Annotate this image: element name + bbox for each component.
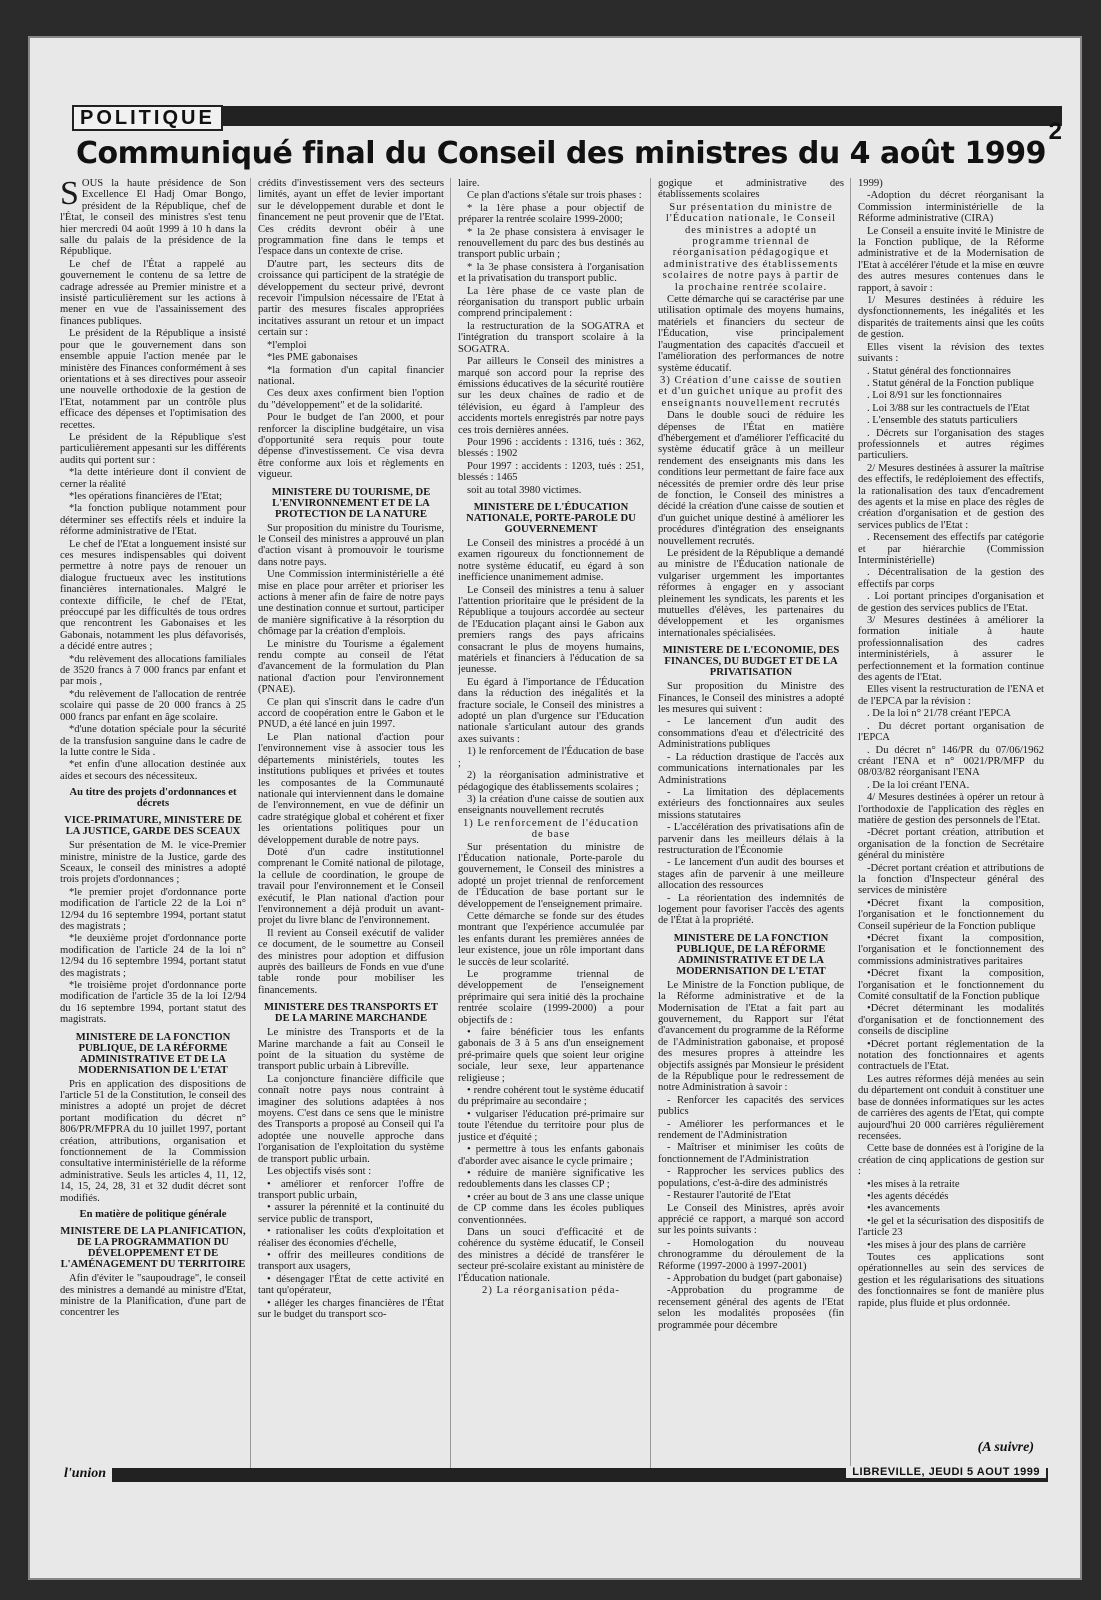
paragraph: Sur présentation du ministre de l'Éducation nationale, Porte-parole du gouvernement, le Conseil des ministres a adopté un projet triennal de renforcement de l'Éducation de base portant sur le développement de l'enseignement primaire. — [458, 841, 644, 910]
column-2 — [258, 178, 444, 1458]
paragraph: • réduire de manière significative les redoublements dans les classes CP ; — [458, 1167, 644, 1191]
paragraph: laire. — [458, 178, 480, 189]
paragraph: • offrir des meilleures conditions de transport aux usagers, — [258, 1249, 444, 1273]
paragraph: - Rapprocher les services publics des populations, c'est-à-dire des administrés — [658, 1166, 844, 1189]
paragraph: la restructuration de la SOGATRA et l'intégration du transport scolaire à la SOGATRA. — [458, 320, 644, 355]
paragraph: - Restaurer l'autorité de l'Etat — [667, 1190, 791, 1202]
section-bar — [72, 106, 1062, 129]
paragraph: Afin d'éviter le "saupoudrage", le conseil des ministres a demandé au ministre d'Etat, ministre de la Planification, d'une part de concentrer les — [60, 1273, 246, 1319]
paragraph: Toutes ces applications sont opérationnelles au sein des services de gestion et les régularisations des situations des fonctionnaires se font de manière plus rapide, plus fluide et plus ordonnée. — [858, 1251, 1044, 1309]
paragraph: 4/ Mesures destinées à opérer un retour à l'orthodoxie de l'application des règles en matière de gestion des personnels de l'Etat. — [858, 792, 1044, 826]
paragraph: . Loi 8/91 sur les fonctionnaires — [867, 390, 1002, 402]
paragraph: -Adoption du décret réorganisant la Commission interministérielle de la Réforme administrative (CIRA) — [858, 190, 1044, 225]
column-5 — [858, 178, 1044, 1458]
paragraph: Cette démarche qui se caractérise par une utilisation optimale des moyens humains, matériels et financiers du secteur de l'Éducation, vise principalement l'augmentation des capacités d'accueil et l'amélioration des performances de notre système éducatif. — [658, 294, 844, 374]
column-divider — [850, 178, 851, 1468]
paragraph: Le Conseil des Ministres, après avoir apprécié ce rapport, a marqué son accord sur les points suivants : — [658, 1202, 844, 1237]
paragraph: gogique et administrative des établissements scolaires — [658, 178, 844, 201]
ministry-heading: MINISTERE DE LA FONCTION PUBLIQUE, DE LA RÉFORME ADMINISTRATIVE ET DE LA MODERNISATION DE L'ETAT — [673, 932, 829, 977]
paragraph: -Décret portant création, attribution et organisation de la fonction de Secrétaire général du ministère — [858, 827, 1044, 862]
paragraph: - Homologation du nouveau chronogramme du déroulement de la Réforme (1997-2000 à 1997-2001) — [658, 1237, 844, 1272]
paragraph: Pour 1997 : accidents : 1203, tués : 251, blessés : 1465 — [458, 460, 644, 484]
paragraph: Le chef de l'État a rappelé au gouvernement le contenu de sa lettre de cadrage adressée au Premier ministre et a insisté particulièrement sur les actions à mener en vue de l'assainissement des finances publiques. — [60, 258, 246, 327]
paragraph: 3) Création d'une caisse de soutien et d'un guichet unique au profit des enseignants nouvellement recrutés — [658, 374, 844, 409]
paragraph: * la 1ère phase a pour objectif de préparer la rentrée scolaire 1999-2000; — [458, 202, 644, 226]
paragraph: • permettre à tous les enfants gabonais d'aborder avec aisance le cycle primaire ; — [458, 1144, 644, 1167]
paragraph: - Le lancement d'un audit des bourses et stages afin de parvenir à une meilleure allocation des ressources — [658, 857, 844, 892]
paragraph: - La réduction drastique de l'accès aux communications internationales par les Administrations — [658, 751, 844, 786]
paragraph: Le président de la République s'est particulièrement appesanti sur les différents audits qui portent sur : — [60, 431, 246, 466]
paragraph: La 1ère phase de ce vaste plan de réorganisation du transport public urbain comprend principalement : — [458, 285, 644, 320]
paragraph: -Approbation du programme de recensement général des agents de l'Etat selon les modalités proposées (fin programmée pour décembre — [658, 1285, 844, 1331]
paragraph: •Décret fixant la composition, l'organisation et le fonctionnement des commissions administratives paritaires — [858, 933, 1044, 967]
paragraph: Pour le budget de l'an 2000, et pour renforcer la discipline budgétaire, un visa d'opportunité sera requis pour toute dépense d'investissement. Ce visa devra être conforme aux lois et règlements en vigueur. — [258, 412, 444, 481]
paragraph: Par ailleurs le Conseil des ministres a marqué son accord pour la reprise des émissions éducatives de la sécurité routière sur les deux chaînes de radio et de télévision, eu égard à l'ampleur des accidents mortels enregistrés par notre pays ces trois dernières années. — [458, 356, 644, 436]
paragraph: D'autre part, les secteurs dits de croissance qui participent de la stratégie de développement du secteur privé, devront recevoir l'impulsion nécessaire de l'Etat à partir des mesures fiscales appropriées incitatives assurant un retour et un impact certain sur : — [258, 258, 444, 339]
paragraph: La conjoncture financière difficile que connaît notre pays nous contraint à imaginer des solutions adaptées à nos moyens. C'est dans ce sens que le ministre des Transports a proposé au Conseil qui l'a adoptée une nouvelle approche dans l'organisation de l'exploitation du système de transport public urbain. — [258, 1073, 444, 1165]
paragraph: - La réorientation des indemnités de logement pour favoriser l'accès des agents de l'État à la propriété. — [658, 892, 844, 927]
section-label: POLITIQUE — [72, 105, 223, 131]
paragraph: 2/ Mesures destinées à assurer la maîtrise des effectifs, le redéploiement des effectifs, la rationalisation des taux d'encadrement des agents et la mise en place des règles de création d'organisation et de gestion des services publics de l'Etat : — [858, 462, 1044, 531]
paragraph: Elles visent la restructuration de l'ENA et de l'EPCA par la révision : — [858, 684, 1044, 707]
paragraph: •les mises à la retraite — [867, 1178, 960, 1190]
paragraph: Doté d'un cadre institutionnel comprenant le Comité national de pilotage, la cellule de coordination, le groupe de travail pour l'environnement et le Conseil exécutif, le Plan national d'action pour l'environnement a déjà produit un avant-projet du livre blanc de l'environnement. — [258, 846, 444, 927]
paragraph: -Décret portant création et attributions de la fonction d'Inspecteur général des services de ministère — [858, 862, 1044, 897]
paragraph: 2) La réorganisation péda- — [482, 1284, 620, 1296]
paragraph: •Décret fixant la composition, l'organisation et le fonctionnement du Conseil supérieur de la Fonction publique — [858, 897, 1044, 932]
paragraph: . De la loi créant l'ENA. — [867, 779, 970, 791]
paragraph: *le premier projet d'ordonnance porte modification de l'article 22 de la Loi n° 12/94 du 16 septembre 1994, portant statut des magistrats ; — [60, 886, 246, 932]
paragraph: Les autres réformes déjà menées au sein du département ont conduit à constituer une base de données informatiques sur les actes de carrières des agents de l'Etat, qui compte aujourd'hui 20 000 carrières régulièrement recensées. — [858, 1073, 1044, 1142]
paragraph: . Recensement des effectifs par catégorie et par hiérarchie (Commission Interministérielle) — [858, 532, 1044, 566]
paragraph: • rationaliser les coûts d'exploitation et réaliser des économies d'échelle, — [258, 1226, 444, 1249]
paragraph: *le deuxième projet d'ordonnance porte modification de l'article 24 de la loi n° 12/94 du 16 septembre 1994, portant statut des magistrats ; — [60, 933, 246, 979]
paragraph: • alléger les charges financières de l'État sur le budget du transport sco- — [258, 1297, 444, 1320]
paragraph: Le chef de l'Etat a longuement insisté sur ces mesures indispensables qui doivent permettre à notre pays de renouer un dialogue fructueux avec les institutions financières internationales. Malgré le contexte difficile, le chef de l'Etat, préoccupé par les difficultés de tous ordres que rencontrent les Gabonaises et les Gabonais, notamment les plus défavorisés, a décidé entre autres ; — [60, 538, 246, 653]
paragraph: Ce plan d'actions s'étale sur trois phases : — [467, 190, 642, 202]
paragraph: Elles visent la révision des textes suivants : — [858, 341, 1044, 365]
paragraph: soit au total 3980 victimes. — [467, 484, 582, 496]
paragraph: Une Commission interministérielle a été mise en place pour arrêter et prioriser les actions à mener afin de faire de notre pays une destination connue et surtout, participer de manière significative à la résorption du chômage par la création d'emplois. — [258, 569, 444, 638]
paragraph: SOUS la haute présidence de Son Excellence El Hadj Omar Bongo, président de la République, chef de l'État, le conseil des ministres s'est tenu hier mercredi 04 août 1999 à 10 h dans la salle du palais de la présidence de la République. — [60, 178, 246, 258]
paragraph: - L'accélération des privatisations afin de parvenir dans les meilleurs délais à la restructuration de l'Économie — [658, 822, 844, 856]
paragraph: *les PME gabonaises — [267, 352, 358, 364]
ministry-heading: MINISTERE DE LA FONCTION PUBLIQUE, DE LA RÉFORME ADMINISTRATIVE ET DE LA MODERNISATION DE L'ETAT — [75, 1031, 231, 1076]
paragraph: crédits d'investissement vers des secteurs limités, ayant un effet de levier important sur le développement durable et dont le financement ne peut provenir que de l'Etat. Ces crédits devront obéir à une programmation fine dans le temps et l'espace dans un contexte de crise. — [258, 178, 444, 258]
paragraph: . Statut général de la Fonction publique — [867, 377, 1034, 389]
paragraph: . Loi 3/88 sur les contractuels de l'Etat — [867, 402, 1030, 414]
paragraph: - Améliorer les performances et le rendement de l'Administration — [658, 1118, 844, 1142]
column-3 — [458, 178, 644, 1458]
paragraph: •le gel et la sécurisation des dispositifs de l'article 23 — [858, 1215, 1044, 1239]
paragraph: •les avancements — [867, 1203, 940, 1215]
paragraph: Pris en application des dispositions de l'article 51 de la Constitution, le conseil des ministres a adopté un projet de décret portant modification du décret n° 806/PR/MFPRA du 10 juillet 1997, portant création, attributions, organisation et fonctionnement de la Commission consultative interministérielle de la réforme administrative. Seuls les articles 4, 11, 12, 14, 15, 24, 28, 31 et 32 dudit décret sont modifiés. — [60, 1078, 246, 1204]
paragraph: . L'ensemble des statuts particuliers — [867, 415, 1018, 427]
paragraph: Le Conseil des ministres a procédé à un examen rigoureux du fonctionnement de notre système éducatif, eu égard à son inefficience unanimement admise. — [458, 537, 644, 584]
paragraph: *les opérations financières de l'Etat; — [69, 490, 223, 502]
paragraph: Sur proposition du Ministre des Finances, le Conseil des ministres a adopté les mesures qui suivent : — [658, 681, 844, 716]
paragraph: . Décentralisation de la gestion des effectifs par corps — [858, 567, 1044, 590]
paragraph: •les agents décédés — [867, 1190, 949, 1202]
column-divider — [650, 178, 651, 1468]
paragraph: *la formation d'un capital financier national. — [258, 364, 444, 387]
paragraph: 3) la création d'une caisse de soutien aux enseignants nouvellement recrutés — [458, 793, 644, 817]
subheading: En matière de politique générale — [79, 1209, 227, 1221]
paragraph: • assurer la pérennité et la continuité du service public de transport, — [258, 1202, 444, 1225]
paragraph: . De la loi n° 21/78 créant l'EPCA — [867, 708, 1011, 720]
ministry-heading: MINISTERE DU TOURISME, DE L'ENVIRONNEMENT ET DE LA PROTECTION DE LA NATURE — [271, 486, 431, 520]
paragraph: Sur présentation du ministre de l'Éducation nationale, le Conseil des ministres a adopté un programme triennal de réorganisation pédagogique et administrative des établissements scolaires de notre pays à partir de la prochaine rentrée scolaire. — [662, 201, 840, 293]
column-divider — [250, 178, 251, 1468]
paragraph: • améliorer et renforcer l'offre de transport public urbain, — [258, 1178, 444, 1201]
paragraph: 1999) — [858, 178, 883, 189]
paragraph: Le Plan national d'action pour l'environnement vise à associer tous les départements ministériels, toutes les institutions publiques et privées et toutes les composantes de la Communauté nationale qui interviennent dans le domaine de l'environnement, en vue de définir un cadre stratégique global et cohérent et fixer les orientations politiques pour un développement durable de notre pays. — [258, 731, 444, 846]
paragraph: Les objectifs visés sont : — [267, 1166, 372, 1178]
paragraph: Pour 1996 : accidents : 1316, tués : 362, blessés : 1902 — [458, 436, 644, 460]
paragraph: . Décrets sur l'organisation des stages professionnels et autres régimes particuliers. — [858, 427, 1044, 462]
newspaper-brand: l'union — [58, 1466, 112, 1482]
paragraph: Dans un souci d'efficacité et de cohérence du système éducatif, le Conseil des ministres a décidé de transférer le secteur pré-scolaire existant au ministère de l'Éducation nationale. — [458, 1226, 644, 1284]
paragraph: Le Ministre de la Fonction publique, de la Réforme administrative et de la Modernisation de l'Etat a fait part au gouvernement, du Rapport sur l'état d'avancement du programme de la Réforme de l'Administration gabonaise, et proposé des mesures propres à atteindre les objectifs assignés par Monsieur le président de la République pour le redressement de notre Administration à savoir : — [658, 979, 844, 1094]
paragraph: Dans le double souci de réduire les dépenses de l'État en matière d'hébergement et d'améliorer l'efficacité du système éducatif grâce à un meilleur rendement des enseignants mis dans les conditions leur permettant de faire face aux nécessités de premier ordre dès leur prise de fonction, le Conseil des ministres a décidé la création d'une caisse de soutien et d'un guichet unique destiné à améliorer les procédures d'intégration des enseignants nouvellement recrutés. — [658, 410, 844, 547]
paragraph: *l'emploi — [267, 339, 307, 351]
paragraph: * la 2e phase consistera à envisager le renouvellement du parc des bus destinés au transport public urbain ; — [458, 226, 644, 261]
paragraph: . Loi portant principes d'organisation et de gestion des services publics de l'Etat. — [858, 591, 1044, 614]
paragraph: 1/ Mesures destinées à réduire les dysfonctionnements, les inégalités et les disparités de traitements ainsi que les coûts de gestion. — [858, 295, 1044, 341]
paragraph: 1) le renforcement de l'Éducation de base ; — [458, 746, 644, 769]
ministry-heading: VICE-PRIMATURE, MINISTERE DE LA JUSTICE, GARDE DES SCEAUX — [64, 815, 242, 838]
paragraph: 2) la réorganisation administrative et pédagogique des établissements scolaires ; — [458, 770, 644, 793]
headline: Communiqué final du Conseil des ministres du 4 août 1999 — [76, 136, 1046, 171]
paragraph: Le Conseil des ministres a tenu à saluer l'attention prioritaire que le président de la République a toujours accordée au secteur de l'Education plaçant ainsi le Gabon aux premiers rangs des pays africains consacrant le plus de moyens humains, matériels et financiers à l'éducation de sa jeunesse. — [458, 584, 644, 676]
paragraph: . Du décret portant organisation de l'EPCA — [858, 720, 1044, 744]
paragraph: Le programme triennal de développement de l'enseignement préprimaire qui sera initié dès la prochaine rentrée scolaire (1999-2000) a pour objectifs de : — [458, 969, 644, 1026]
paragraph: 3/ Mesures destinées à améliorer la formation initiale à haute professionnalisation des cadres interministériels, à assurer le perfectionnement et la formation continue des agents de l'Etat. — [858, 615, 1044, 684]
continued-note: (A suivre) — [977, 1440, 1034, 1455]
paragraph: • vulgariser l'éducation pré-primaire sur toute l'étendue du territoire pour plus de justice et d'équité ; — [458, 1108, 644, 1143]
paragraph: •Décret déterminant les modalités d'organisation et de fonctionnement des conseils de discipline — [858, 1003, 1044, 1038]
paragraph: *et enfin d'une allocation destinée aux aides et secours des nécessiteux. — [60, 759, 246, 782]
paragraph: Il revient au Conseil exécutif de valider ce document, de le soumettre au Conseil des ministres pour adoption et diffusion auprès des bailleurs de Fonds en vue d'une table ronde pour mobiliser les financements. — [258, 927, 444, 996]
paragraph: Le ministre des Transports et de la Marine marchande a fait au Conseil le point de la situation du système de transport public urbain à Libreville. — [258, 1027, 444, 1073]
article-body — [58, 178, 1058, 1458]
ministry-heading: MINISTERE DES TRANSPORTS ET DE LA MARINE MARCHANDE — [264, 1002, 438, 1025]
paragraph: Le Conseil a ensuite invité le Ministre de la Fonction publique, de la Réforme administrative et de la Modernisation de l'Etat à accélérer l'étude et la mise en œuvre des autres mesures contenues dans le rapport, à savoir : — [858, 225, 1044, 294]
dateline: LIBREVILLE, JEUDI 5 AOUT 1999 — [846, 1466, 1046, 1478]
paragraph: • créer au bout de 3 ans une classe unique de CP comme dans les écoles publiques conventionnées. — [458, 1191, 644, 1226]
paragraph: - Approbation du budget (part gabonaise) — [667, 1272, 843, 1284]
paragraph: . Statut général des fonctionnaires — [867, 365, 1011, 377]
paragraph: Cette démarche se fonde sur des études montrant que l'expérience accumulée par les enfants durant les premières années de leur existence, joue un rôle important dans le succès de leur scolarité. — [458, 910, 644, 968]
paragraph: *du relèvement de l'allocation de rentrée scolaire qui passe de 20 000 francs à 25 000 francs par enfant en âge scolaire. — [60, 688, 246, 723]
paragraph: Eu égard à l'importance de l'Éducation dans la réduction des inégalités et la fracture sociale, le Conseil des ministres a adopté un plan d'urgence sur l'Education nationale s'articulant autour des grands axes suivants : — [458, 676, 644, 745]
column-divider — [450, 178, 451, 1468]
column-4 — [658, 178, 844, 1458]
paragraph: Le président de la République a insisté pour que le gouvernement dans son ensemble appuie l'action menée par le ministère des Finances conformément à ses orientations et à ses directives pour asseoir une nouvelle orthodoxie de la gestion de l'Etat, notamment par un contrôle plus efficace des dépenses et l'optimisation des recettes. — [60, 328, 246, 431]
paragraph: . Du décret n° 146/PR du 07/06/1962 créant l'ENA et n° 0021/PR/MFP du 08/03/82 réorganisant l'ENA — [858, 744, 1044, 779]
paragraph: Sur présentation de M. le vice-Premier ministre, ministre de la Justice, garde des Sceaux, le conseil des ministres a adopté trois projets d'ordonnances ; — [60, 840, 246, 886]
drop-cap: S — [60, 178, 79, 212]
column-1 — [60, 178, 246, 1458]
paragraph: *la fonction publique notamment pour déterminer ses effectifs réels et induire la réforme administrative de l'Etat. — [60, 503, 246, 538]
paragraph: - Renforcer les capacités des services publics — [658, 1094, 844, 1118]
paragraph: - La limitation des déplacements extérieurs des fonctionnaires aux seules missions statutaires — [658, 786, 844, 821]
paragraph: * la 3e phase consistera à l'organisation et la privatisation du transport public. — [458, 261, 644, 285]
paragraph: Le président de la République a demandé au ministre de l'Éducation nationale de vulgariser urgemment les importantes réformes à engager en y associant pleinement les syndicats, les parents et les mutuelles d'élèves, les partenaires du développement et les organismes internationales spécialisées. — [658, 548, 844, 639]
page-number: 2 — [1048, 118, 1062, 145]
paragraph: • rendre cohérent tout le système éducatif du préprimaire au secondaire ; — [458, 1085, 644, 1108]
paragraph: *du relèvement des allocations familiales de 3520 francs à 7 000 francs par enfant et par mois , — [60, 653, 246, 688]
ministry-heading: MINISTERE DE L'ECONOMIE, DES FINANCES, DU BUDGET ET DE LA PRIVATISATION — [662, 645, 840, 679]
paragraph: • désengager l'État de cette activité en tant qu'opérateur, — [258, 1273, 444, 1297]
paragraph: Ces deux axes confirment bien l'option du "développement" et de la solidarité. — [258, 388, 444, 411]
paragraph: - Maîtriser et minimiser les coûts de fonctionnement de l'Administration — [658, 1142, 844, 1165]
paragraph: *d'une dotation spéciale pour la sécurité de la transfusion sanguine dans le cadre de la lutte contre le Sida . — [60, 724, 246, 758]
paragraph: Sur proposition du ministre du Tourisme, le Conseil des ministres a approuvé un plan d'action visant à promouvoir le tourisme dans notre pays. — [258, 522, 444, 568]
paragraph: • faire bénéficier tous les enfants gabonais de 3 à 5 ans d'un enseignement pré-primaire quels que soient leur origine sociale, leur sexe, leur appartenance religieuse ; — [458, 1027, 644, 1084]
paragraph: •les mises à jour des plans de carrière — [867, 1239, 1026, 1251]
ministry-heading: MINISTERE DE L'ÉDUCATION NATIONALE, PORTE-PAROLE DU GOUVERNEMENT — [466, 501, 636, 535]
paragraph: Ce plan qui s'inscrit dans le cadre d'un accord de coopération entre le Gabon et le PNUD, a été lancé en juin 1997. — [258, 696, 444, 731]
paragraph: *la dette intérieure dont il convient de cerner la réalité — [60, 467, 246, 490]
newspaper-page — [30, 38, 1080, 1578]
paragraph: •Décret fixant la composition, l'organisation et le fonctionnement du Comité consultatif de la Fonction publique — [858, 968, 1044, 1003]
paragraph: *le troisième projet d'ordonnance porte modification de l'article 35 de la loi 12/94 du 16 septembre 1994, portant statut des magistrats. — [60, 980, 246, 1026]
paragraph: - Le lancement d'un audit des consommations d'eau et d'électricité des Administrations publiques — [658, 716, 844, 751]
subheading: Au titre des projets d'ordonnances et décrets — [69, 787, 237, 810]
paragraph: 1) Le renforcement de l'éducation de base — [462, 817, 640, 841]
ministry-heading: MINISTERE DE LA PLANIFICATION, DE LA PROGRAMMATION DU DÉVELOPPEMENT ET DE L'AMÉNAGEMENT DU TERRITOIRE — [60, 1226, 246, 1271]
paragraph: Cette base de données est à l'origine de la création de cinq applications de gestion sur : — [858, 1143, 1044, 1178]
paragraph: •Décret portant réglementation de la notation des fonctionnaires et agents contractuels de l'Etat. — [858, 1038, 1044, 1073]
paragraph: Le ministre du Tourisme a également rendu compte au conseil de l'état d'avancement de la formulation du Plan national d'action pour l'environnement (PNAE). — [258, 638, 444, 696]
